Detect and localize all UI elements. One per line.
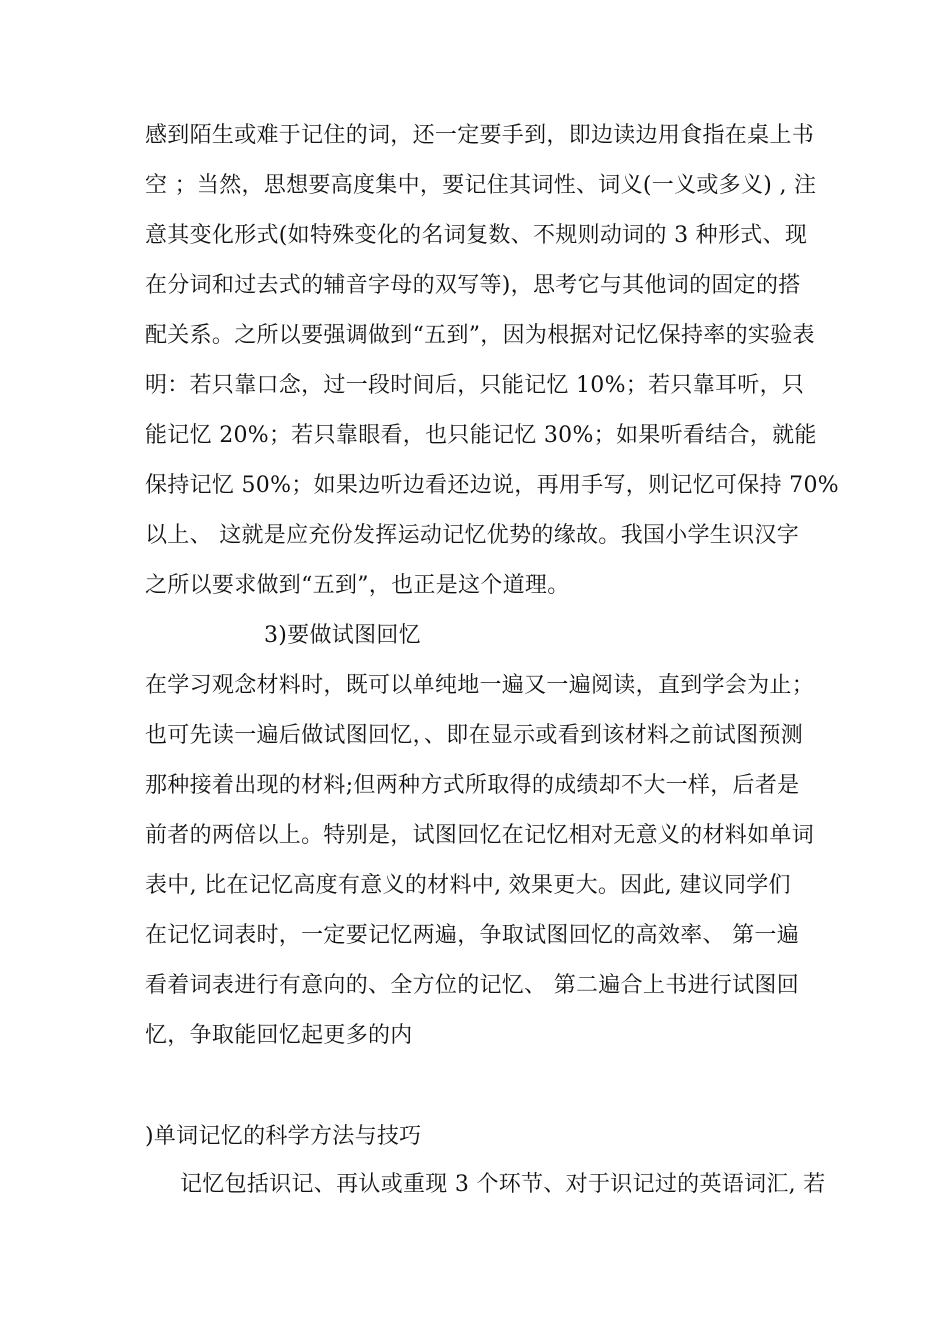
paragraph-1-line-1: 感到陌生或难于记住的词，还一定要手到，即边读边用食指在桌上书 [145, 123, 815, 148]
paragraph-2-line-7: 看着词表进行有意向的、全方位的记忆、 第二遍合上书进行试图回 [145, 973, 799, 998]
paragraph-1-line-8: 保持记忆 50%；如果边听边看还边说，再用手写，则记忆可保持 70% [145, 473, 839, 498]
paragraph-1-line-2: 空 ；当然，思想要高度集中，要记住其词性、词义(一义或多义) , 注 [145, 173, 817, 198]
paragraph-1-line-9: 以上、 这就是应充份发挥运动记忆优势的缘故。我国小学生识汉字 [145, 523, 799, 548]
paragraph-2-line-2: 也可先读一遍后做试图回忆，、即在显示或看到该材料之前试图预测 [145, 723, 804, 748]
paragraph-2-line-3: 那种接着出现的材料;但两种方式所取得的成绩却不大一样，后者是 [145, 773, 800, 798]
paragraph-2-line-1: 在学习观念材料时，既可以单纯地一遍又一遍阅读，直到学会为止； [145, 673, 815, 698]
subheading-try-recall: 3)要做试图回忆 [264, 623, 421, 648]
paragraph-2-line-6: 在记忆词表时，一定要记忆两遍，争取试图回忆的高效率、 第一遍 [145, 923, 799, 948]
paragraph-1-line-6: 明：若只靠口念，过一段时间后，只能记忆 10%；若只靠耳听，只 [145, 373, 805, 398]
paragraph-2-line-5: 表中, 比在记忆高度有意义的材料中, 效果更大。因此, 建议同学们 [145, 873, 791, 898]
paragraph-2-line-4: 前者的两倍以上。特别是，试图回忆在记忆相对无意义的材料如单词 [145, 823, 815, 848]
section-heading: )单词记忆的科学方法与技巧 [145, 1124, 422, 1149]
paragraph-1-line-5: 配关系。之所以要强调做到“五到”，因为根据对记忆保持率的实验表 [145, 323, 815, 348]
paragraph-1-line-3: 意其变化形式(如特殊变化的名词复数、不规则动词的 3 种形式、现 [145, 223, 808, 248]
paragraph-1-line-7: 能记忆 20%；若只靠眼看，也只能记忆 30%；如果听看结合，就能 [145, 423, 817, 448]
paragraph-2-line-8: 忆，争取能回忆起更多的内 [145, 1023, 413, 1048]
paragraph-1-line-4: 在分词和过去式的辅音字母的双写等)，思考它与其他词的固定的搭 [145, 273, 801, 298]
paragraph-3-line-1: 记忆包括识记、再认或重现 3 个环节、对于识记过的英语词汇, 若 [180, 1172, 826, 1197]
paragraph-1-line-10: 之所以要求做到“五到”，也正是这个道理。 [145, 573, 570, 598]
